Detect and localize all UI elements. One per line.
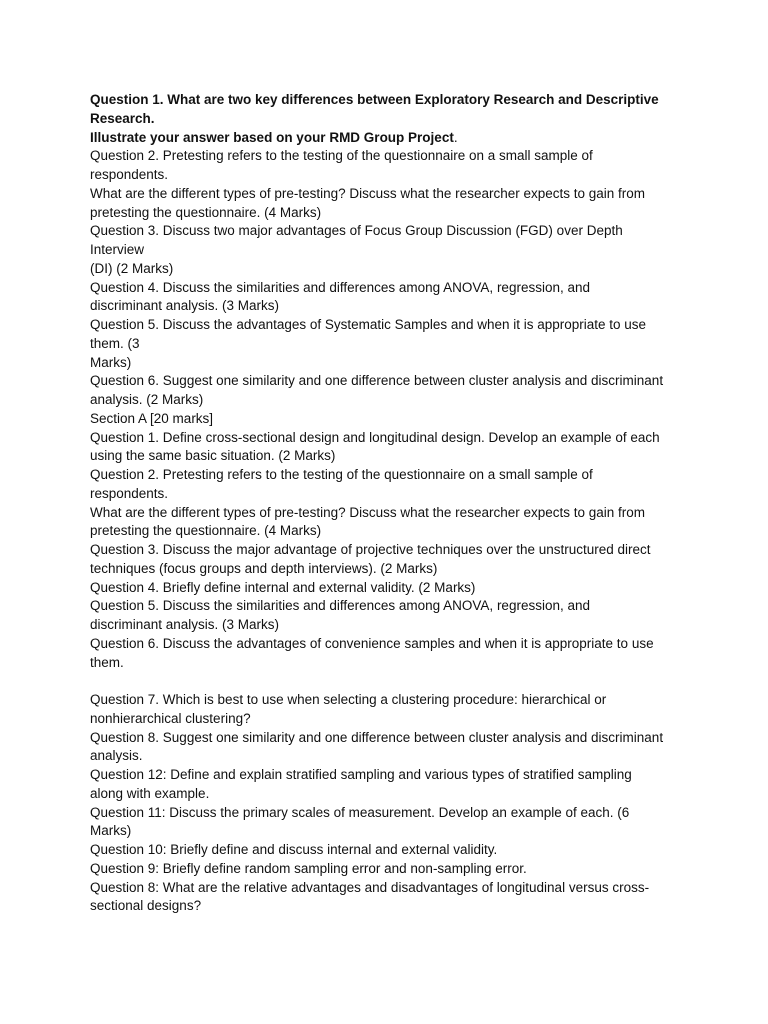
text-line [90,541,690,560]
text-line [90,447,690,466]
line-text: sectional designs? [90,898,202,914]
text-line [90,804,690,823]
bold-text-line [90,91,690,110]
line-text: pretesting the questionnaire. (4 Marks) [90,523,322,539]
text-line [90,747,690,766]
text-line [90,410,690,429]
text-line [90,279,690,298]
text-line [90,729,690,748]
text-line [90,354,690,373]
text-line [90,841,690,860]
text-line [90,297,690,316]
line-text: (DI) (2 Marks) [90,260,174,276]
line-text: Question 2. Pretesting refers to the testing of the questionnaire on a small sample of [90,467,593,482]
line-text: techniques (focus groups and depth interviews). (2 Marks) [90,560,438,576]
text-line [90,654,690,673]
text-line [90,579,690,598]
line-text: Question 4. Discuss the similarities and differences among ANOVA, regression, and [90,279,590,295]
text-line [90,822,690,841]
line-text: analysis. (2 Marks) [90,392,204,407]
line-text: discriminant analysis. (3 Marks) [90,617,280,632]
line-text: analysis. [90,748,143,764]
line-text: nonhierarchical clustering? [90,710,251,726]
bold-text-line [90,110,690,129]
text-line [90,616,690,635]
line-text: Question 8: What are the relative advantages and disadvantages of longitudinal versus cross- [90,879,650,895]
text-line [90,429,690,448]
line-text: What are the different types of pre-testing? Discuss what the researcher expects to gain from [90,504,646,520]
line-text: pretesting the questionnaire. (4 Marks) [90,204,322,220]
line-text: Question 8. Suggest one similarity and one difference between cluster analysis and discriminant [90,729,664,745]
line-text: Question 3. Discuss two major advantages of Focus Group Discussion (FGD) over Depth [90,223,623,239]
line-text: Marks) [90,354,132,370]
line-text: Question 1. Define cross-sectional design and longitudinal design. Develop an example of each [90,429,660,445]
text-line [90,710,690,729]
text-line [90,766,690,785]
text-line [90,485,690,504]
line-suffix: . [453,129,458,145]
text-line [90,335,690,354]
line-text: What are the different types of pre-testing? Discuss what the researcher expects to gain from [90,185,646,201]
line-text: Question 4. Briefly define internal and external validity. (2 Marks) [90,579,476,595]
line-text: Question 6. Discuss the advantages of convenience samples and when it is appropriate to use [90,635,654,651]
text-line [90,316,690,335]
text-line [90,522,690,541]
text-line [90,260,690,279]
text-line [90,635,690,654]
line-text: using the same basic situation. (2 Marks) [90,448,336,464]
line-text: respondents. [90,167,169,182]
text-line [90,691,690,710]
line-text: Interview [90,242,145,257]
line-text: Question 5. Discuss the similarities and differences among ANOVA, regression, and [90,598,590,614]
line-text: along with example. [90,785,210,801]
text-line [90,504,690,523]
line-text: Question 10: Briefly define and discuss internal and external validity. [90,842,498,857]
text-line [90,372,690,391]
text-line [90,785,690,804]
text-line [90,222,690,241]
text-line [90,897,690,916]
text-line [90,597,690,616]
text-line [90,560,690,579]
line-text: Question 6. Suggest one similarity and one difference between cluster analysis and discriminant [90,373,664,389]
line-text: Research. [90,110,155,126]
bold-text-line [90,129,690,148]
line-text: Marks) [90,823,132,839]
line-text: respondents. [90,485,169,501]
line-text: Question 11: Discuss the primary scales of measurement. Develop an example of each. (6 [90,804,630,820]
text-line [90,879,690,898]
text-line [90,391,690,410]
line-text: Question 1. What are two key differences between Exploratory Research and Descriptive [90,92,659,107]
text-line [90,466,690,485]
text-line [90,185,690,204]
line-text: Question 7. Which is best to use when selecting a clustering procedure: hierarchical or [90,692,607,707]
line-text: them. [90,654,124,670]
text-line [90,860,690,879]
line-text: Illustrate your answer based on your RMD Group Project [90,129,454,145]
line-text: Question 3. Discuss the major advantage of projective techniques over the unstructured direct [90,542,651,557]
document-body [90,91,690,916]
line-text: Section A [20 marks] [90,410,214,426]
line-text: Question 12: Define and explain stratified sampling and various types of stratified sampling [90,767,632,782]
text-line [90,204,690,223]
line-text: them. (3 [90,335,140,351]
line-text: Question 5. Discuss the advantages of Systematic Samples and when it is appropriate to use [90,317,647,332]
text-line [90,166,690,185]
blank-line [90,672,690,691]
line-text: discriminant analysis. (3 Marks) [90,298,280,314]
line-text: Question 2. Pretesting refers to the testing of the questionnaire on a small sample of [90,148,593,164]
line-text: Question 9: Briefly define random sampling error and non-sampling error. [90,860,527,876]
text-line [90,147,690,166]
text-line [90,241,690,260]
